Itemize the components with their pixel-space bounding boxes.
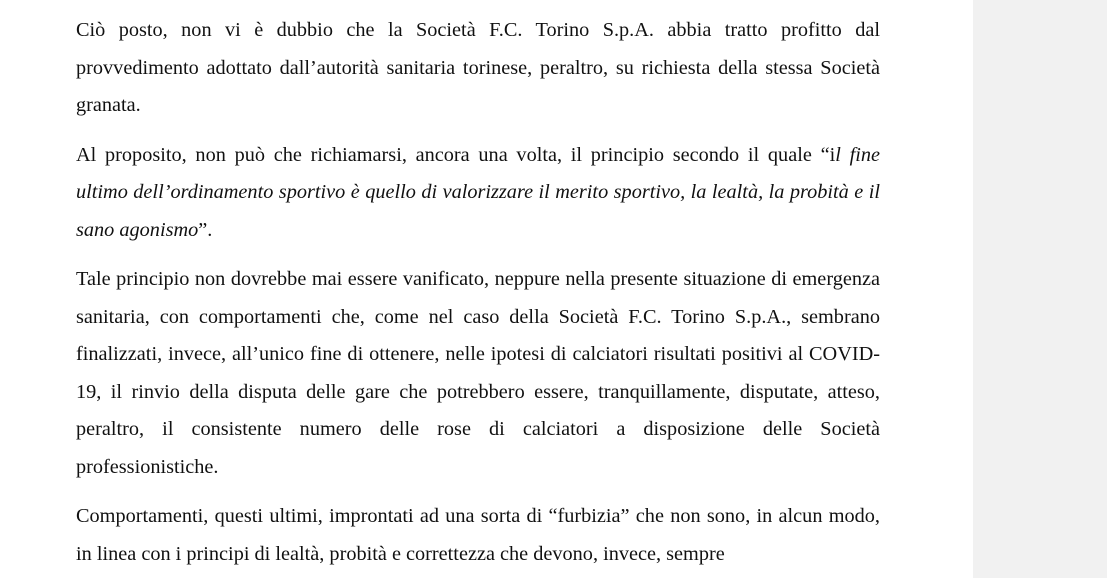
paragraph-3 bbox=[76, 261, 880, 486]
viewer-background bbox=[973, 0, 1107, 578]
paragraph-2 bbox=[76, 137, 880, 250]
page-content bbox=[76, 12, 880, 578]
paragraph-2-text-end: ”. bbox=[198, 218, 213, 241]
paragraph-2-text-start: Al proposito, non può che richiamarsi, ancora una volta, il principio secondo il quale “i bbox=[76, 143, 836, 166]
paragraph-1-text: Ciò posto, non vi è dubbio che la Società F.C. Torino S.p.A. abbia tratto profitto dal provvedimento adottato dall’autorità sanitaria torinese, peraltro, su richiesta della stessa Società granata. bbox=[76, 19, 880, 116]
paragraph-4-text: Comportamenti, questi ultimi, improntati ad una sorta di “furbizia” che non sono, in alcun modo, in linea con i principi di lealtà, probità e correttezza che devono, invece, sempre bbox=[76, 505, 880, 565]
paragraph-2-quote-italic: l fine ultimo dell’ordinamento sportivo è quello di valorizzare il merito sportivo, la lealtà, la probità e il sano agonismo bbox=[76, 143, 880, 241]
paragraph-4 bbox=[76, 498, 880, 573]
paragraph-1 bbox=[76, 12, 880, 125]
paragraph-3-text: Tale principio non dovrebbe mai essere vanificato, neppure nella presente situazione di emergenza sanitaria, con comportamenti che, come nel caso della Società F.C. Torino S.p.A., sembrano finalizzati, invece, all’unico fine di ottenere, nelle ipotesi di calciatori risultati positivi al COVID-19, il rinvio della disputa delle gare che potrebbero essere, tranquillamente, disputate, atteso, peraltro, il consistente numero delle rose di calciatori a disposizione delle Società professionistiche. bbox=[76, 268, 880, 478]
